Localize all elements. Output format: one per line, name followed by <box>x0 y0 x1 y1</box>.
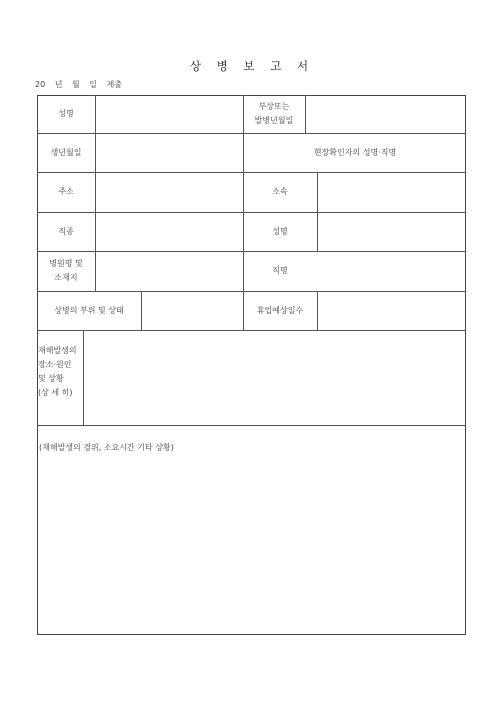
address-label: 주소 <box>58 187 74 196</box>
accident-label-line3: 및 상황 <box>38 374 64 383</box>
injury-part-label: 상병의 부위 및 상태 <box>54 305 124 315</box>
occupation-label: 직종 <box>58 226 74 236</box>
accident-detail-label <box>38 344 84 408</box>
affiliation-label: 소속 <box>272 187 288 196</box>
hospital-label-line2: 소재지 <box>54 273 78 282</box>
injury-date-label-line1: 부상또는 <box>258 102 290 111</box>
witness-header: 현장확인자의 성명·직명 <box>313 147 397 157</box>
position-label: 직명 <box>272 266 288 275</box>
injury-date-label-line2: 발병년월일 <box>254 116 294 125</box>
row-divider <box>37 425 466 426</box>
accident-label-line1: 재해발생의 <box>38 346 77 355</box>
witness-name-field[interactable] <box>318 213 465 251</box>
accident-detail-field[interactable] <box>84 331 465 425</box>
accident-course-field[interactable] <box>38 457 465 634</box>
hospital-label <box>37 251 95 291</box>
birth-date-field[interactable] <box>96 134 243 172</box>
leave-days-field[interactable] <box>318 292 465 330</box>
injury-date-label <box>243 95 305 133</box>
submission-date-line: 20 년 월 일 제출 <box>35 80 122 89</box>
accident-label-line2: 장소·원인 <box>38 360 72 369</box>
hospital-label-line1: 병원명 및 <box>49 259 83 268</box>
leave-days-label: 휴업예상일수 <box>256 305 304 315</box>
accident-label-line4: (상 세 히) <box>38 388 73 397</box>
birth-date-label: 생년월일 <box>50 147 82 157</box>
form-title: 상 병 보 고 서 <box>189 59 315 73</box>
injury-date-field[interactable] <box>306 96 465 133</box>
accident-course-note: (재해발생의 경위, 소요시간 기타 상황) <box>39 443 174 452</box>
injury-part-field[interactable] <box>142 292 243 330</box>
witness-name-label: 성명 <box>272 226 288 236</box>
address-field[interactable] <box>96 173 243 212</box>
name-field[interactable] <box>96 96 243 133</box>
name-label: 성명 <box>58 109 74 118</box>
occupation-field[interactable] <box>96 213 243 251</box>
hospital-field[interactable] <box>96 252 243 291</box>
affiliation-field[interactable] <box>318 173 465 212</box>
